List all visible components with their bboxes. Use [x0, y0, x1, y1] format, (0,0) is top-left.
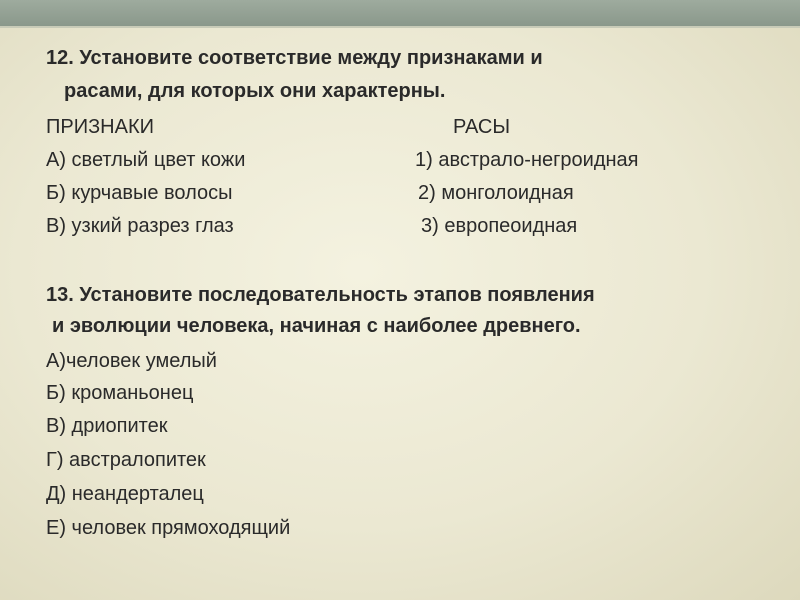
- q12-feature-v: В) узкий разрез глаз: [46, 215, 234, 237]
- q13-option-b: Б) кроманьонец: [46, 382, 194, 404]
- q12-race-1: 1) австрало-негроидная: [415, 149, 639, 171]
- q13-title-line2: и эволюции человека, начиная с наиболее древнего.: [52, 315, 581, 337]
- q13-option-e: Е) человек прямоходящий: [46, 517, 291, 539]
- q12-title-line1: 12. Установите соответствие между признаками и: [46, 47, 543, 69]
- q12-title-line2: расами, для которых они характерны.: [64, 80, 446, 102]
- header-divider: [0, 26, 800, 28]
- q13-option-a: А)человек умелый: [46, 350, 217, 372]
- q12-race-3: 3) европеоидная: [421, 215, 578, 237]
- q13-option-v: В) дриопитек: [46, 415, 168, 437]
- slide-header-band: [0, 0, 800, 26]
- q12-race-2: 2) монголоидная: [418, 182, 574, 204]
- q12-header-races: РАСЫ: [453, 116, 511, 138]
- q12-header-features: ПРИЗНАКИ: [46, 116, 154, 138]
- q12-feature-b: Б) курчавые волосы: [46, 182, 233, 204]
- q13-option-d: Д) неандерталец: [46, 483, 204, 505]
- q12-feature-a: А) светлый цвет кожи: [46, 149, 246, 171]
- q13-title-line1: 13. Установите последовательность этапов появления: [46, 284, 595, 306]
- q13-option-g: Г) австралопитек: [46, 449, 206, 471]
